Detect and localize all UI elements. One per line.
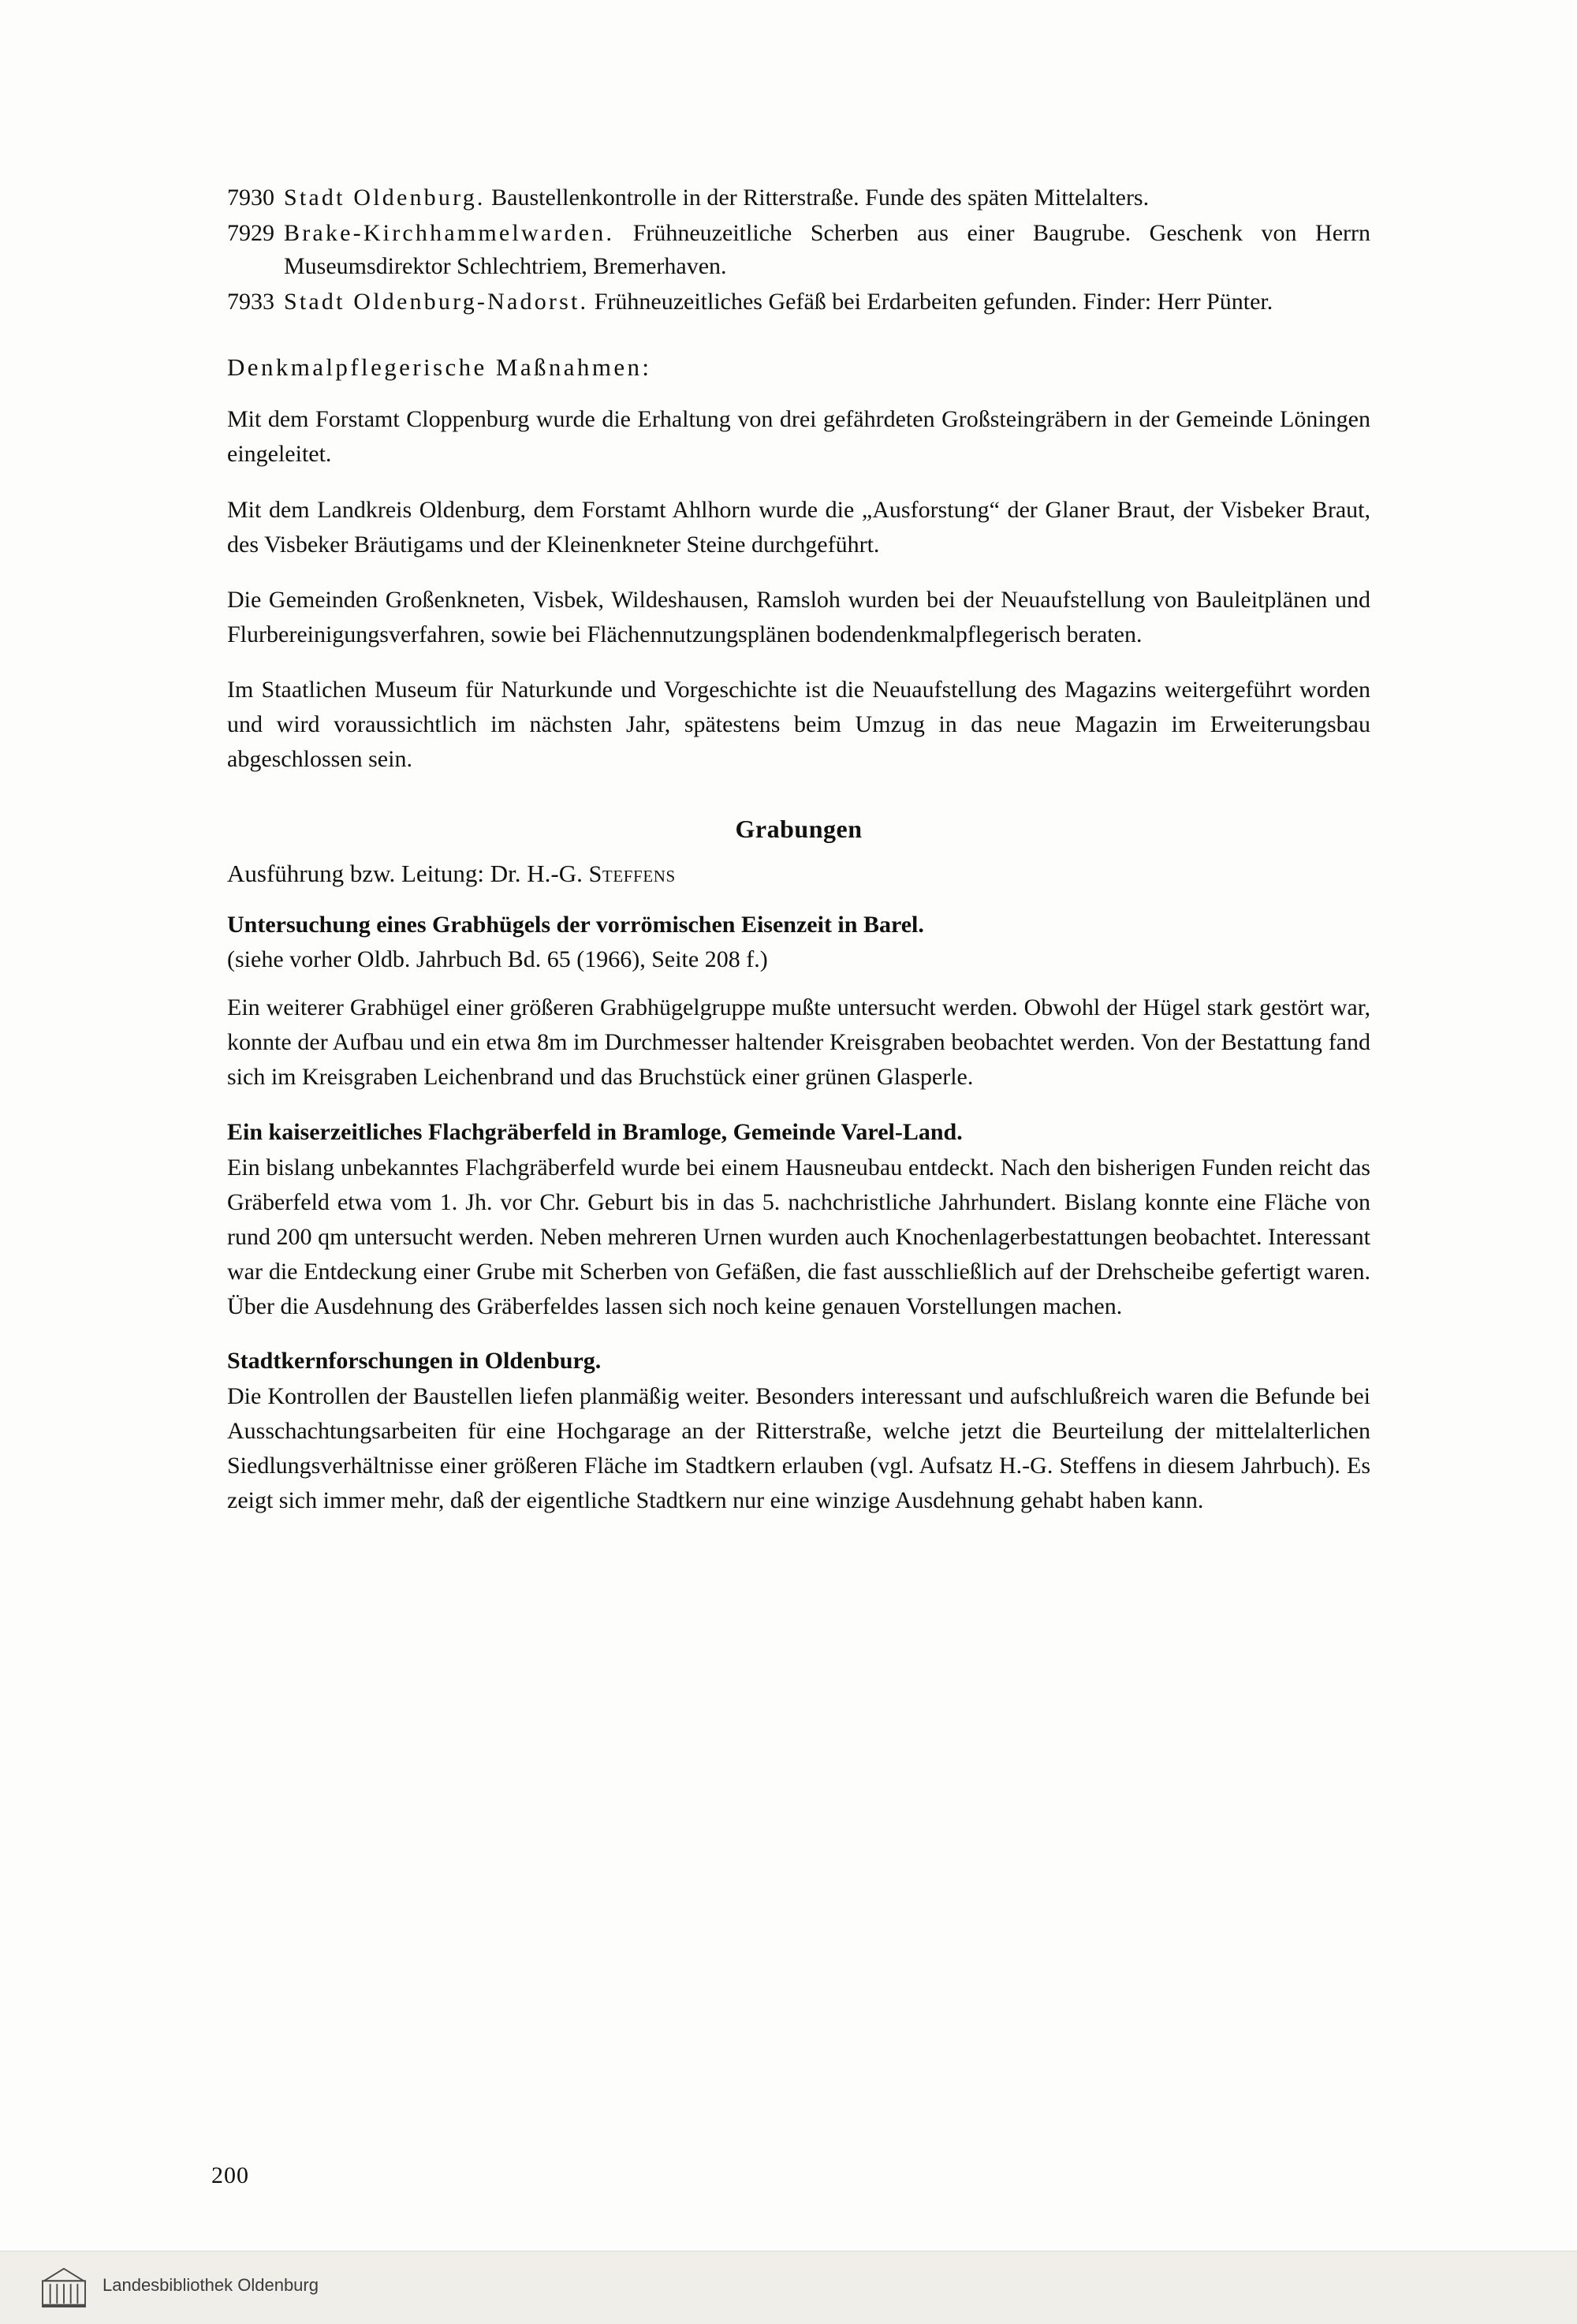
entry-number: 7933 xyxy=(227,288,274,315)
heading-grabungen: Grabungen xyxy=(735,815,863,844)
list-item xyxy=(227,285,1370,319)
find-entry-list xyxy=(227,181,1370,319)
lead-name: Steffens xyxy=(588,861,676,888)
library-building-icon xyxy=(41,2266,87,2308)
paragraph: Mit dem Forstamt Cloppenburg wurde die Erhaltung von drei gefährdeten Großsteingräbern in der Gemeinde Löningen eingeleitet. xyxy=(227,406,1370,468)
lead-prefix: Ausführung bzw. Leitung: Dr. H.-G. xyxy=(227,860,589,888)
entry-number: 7929 xyxy=(227,219,274,246)
entry-text: Baustellenkontrolle in der Ritterstraße. Funde des späten Mittelalters. xyxy=(485,185,1150,211)
paragraph: Im Staatlichen Museum für Naturkunde und Vorgeschichte ist die Neuaufstellung des Magazins weitergeführt worden und wird voraussichtlich im nächsten Jahr, spätestens beim Umzug in das neue Magazin im Erweiterungsbau abgeschlossen sein. xyxy=(227,676,1370,773)
entry-place: Stadt Oldenburg-Nadorst. xyxy=(284,288,589,315)
paragraph: Die Kontrollen der Baustellen liefen planmäßig weiter. Besonders interessant und aufschlußreich waren die Befunde bei Ausschachtungsarbeiten für eine Hochgarage an der Ritterstraße, welche jetzt die Beurteilung der mittelalterlichen Siedlungsverhältnisse einer größeren Fläche im Stadtkern erlauben (vgl. Aufsatz H.-G. Steffens in diesem Jahrbuch). Es zeigt sich immer mehr, daß der eigentliche Stadtkern nur eine winzige Ausdehnung gehabt haben kann. xyxy=(227,1382,1370,1514)
library-name: Landesbibliothek Oldenburg xyxy=(103,2275,319,2295)
paragraph: Ein weiterer Grabhügel einer größeren Grabhügelgruppe mußte untersucht werden. Obwohl der Hügel stark gestört war, konnte der Aufbau und ein etwa 8m im Durchmesser haltender Kreisgraben beobachtet werden. Von der Bestattung fand sich im Kreisgraben Leichenbrand und das Bruchstück einer grünen Glasperle. xyxy=(227,994,1370,1091)
entry-place: Stadt Oldenburg. xyxy=(284,185,486,211)
reference-note: (siehe vorher Oldb. Jahrbuch Bd. 65 (1966), Seite 208 f.) xyxy=(227,946,768,973)
subheading: Stadtkernforschungen in Oldenburg. xyxy=(227,1347,602,1374)
paragraph: Mit dem Landkreis Oldenburg, dem Forstamt Ahlhorn wurde die „Ausforstung“ der Glaner Braut, der Visbeker Braut, des Visbeker Bräutigams und der Kleinenkneter Steine durchgeführt. xyxy=(227,496,1370,558)
subheading: Ein kaiserzeitliches Flachgräberfeld in Bramloge, Gemeinde Varel-Land. xyxy=(227,1118,963,1145)
page-content xyxy=(227,181,1370,1539)
excavation-lead xyxy=(227,860,1370,888)
list-item xyxy=(227,217,1370,284)
section-heading-measures: Denkmalpflegerische Maßnahmen: xyxy=(227,353,652,382)
entry-number: 7930 xyxy=(227,185,274,211)
list-item xyxy=(227,181,1370,215)
paragraph: Die Gemeinden Großenkneten, Visbek, Wildeshausen, Ramsloh wurden bei der Neuaufstellung von Bauleitplänen und Flurbereinigungsverfahren, sowie bei Flächennutzungsplänen bodendenkmalpflegerisch beraten. xyxy=(227,586,1370,647)
library-watermark-bar xyxy=(0,2251,1577,2324)
page-number: 200 xyxy=(211,2162,249,2188)
paragraph: Ein bislang unbekanntes Flachgräberfeld wurde bei einem Hausneubau entdeckt. Nach den bisherigen Funden reicht das Gräberfeld etwa vom 1. Jh. vor Chr. Geburt bis in das 5. nachchristliche Jahrhundert. Bislang konnte eine Fläche von rund 200 qm untersucht werden. Neben mehreren Urnen wurden auch Knochenlagerbestattungen beobachtet. Interessant war die Entdeckung einer Grube mit Scherben von Gefäßen, die fast ausschließlich auf der Drehscheibe gefertigt waren. Über die Ausdehnung des Gräberfeldes lassen sich noch keine genauen Vorstellungen machen. xyxy=(227,1154,1370,1319)
entry-place: Brake-Kirchhammelwarden. xyxy=(284,219,615,246)
subheading: Untersuchung eines Grabhügels der vorrömischen Eisenzeit in Barel. xyxy=(227,912,924,938)
entry-text: Frühneuzeitliches Gefäß bei Erdarbeiten gefunden. Finder: Herr Pünter. xyxy=(588,288,1273,315)
entry-text: Frühneuzeitliche Scherben aus einer Baugrube. Geschenk von Herrn Museumsdirektor Schlechtriem, Bremerhaven. xyxy=(284,219,1370,280)
